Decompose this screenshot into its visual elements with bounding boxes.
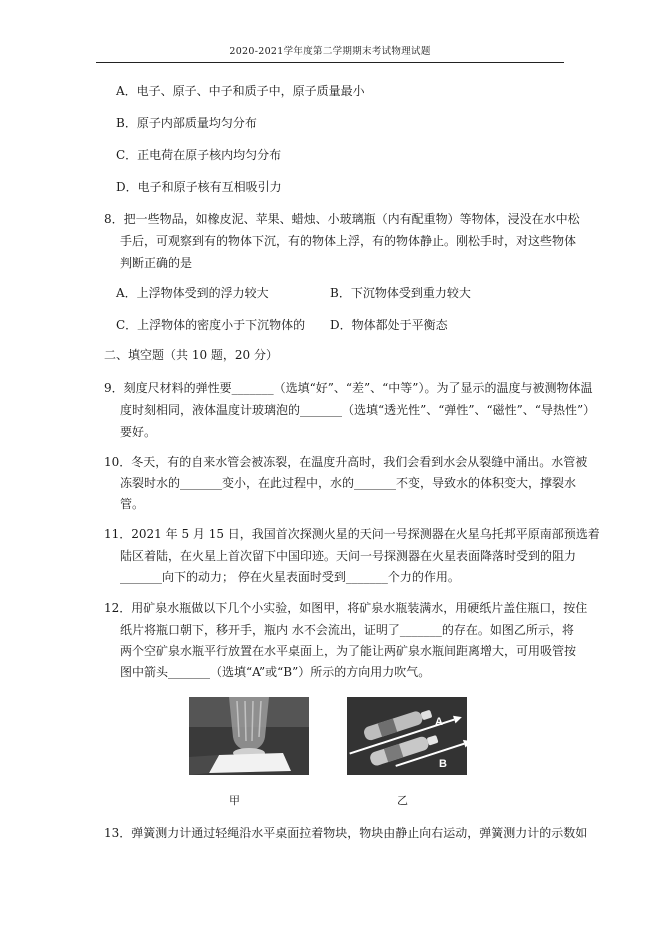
q9-line-1: 9．刻度尺材料的弹性要_______（选填“好”、“差”、“中等”）。为了显示的温度与被测物体温 <box>104 381 593 395</box>
q8-option-b: B．下沉物体受到重力较大 <box>330 286 471 300</box>
q12-line-4: 图中箭头_______（选填“A”或“B”）所示的方向用力吹气。 <box>120 665 431 679</box>
q11-line-3: _______向下的动力； 停在火星表面时受到_______个力的作用。 <box>120 570 460 584</box>
q8-stem-line-3: 判断正确的是 <box>120 256 193 270</box>
q8-stem-line-1: 8．把一些物品，如橡皮泥、苹果、蜡烛、小玻璃瓶（内有配重物）等物体，浸没在水中松 <box>104 212 580 226</box>
q9-line-2: 度时刻相同，液体温度计玻璃泡的_______（选填“透光性”、“弹性”、“磁性”、“导热性”） <box>120 403 596 417</box>
q8-option-c: C．上浮物体的密度小于下沉物体的 <box>116 318 306 332</box>
q9-line-3: 要好。 <box>120 425 157 439</box>
figure-bottle-inverted <box>189 697 309 775</box>
q8-option-a: A．上浮物体受到的浮力较大 <box>116 286 269 300</box>
two-bottles-photo <box>347 697 467 775</box>
figure-caption-yi: 乙 <box>397 794 408 807</box>
figure-two-bottles <box>347 697 467 775</box>
q10-line-2: 冻裂时水的_______变小，在此过程中，水的_______不变，导致水的体积变大，撑裂水 <box>120 476 577 490</box>
bottle-inverted-photo <box>189 697 309 775</box>
q7-option-d: D．电子和原子核有互相吸引力 <box>116 180 282 194</box>
q8-option-d: D．物体都处于平衡态 <box>330 318 448 332</box>
q10-line-3: 管。 <box>120 497 145 511</box>
figure-caption-jia: 甲 <box>229 794 240 807</box>
page-header: 2020-2021学年度第二学期期末考试物理试题 <box>96 43 564 63</box>
q12-line-3: 两个空矿泉水瓶平行放置在水平桌面上，为了能让两矿泉水瓶间距离增大，可用吸管按 <box>120 644 577 658</box>
arrow-b-label: B <box>439 758 447 770</box>
arrow-a-label: A <box>435 716 443 728</box>
section-title: 二、填空题（共 10 题，20 分） <box>104 348 278 362</box>
q12-line-1: 12．用矿泉水瓶做以下几个小实验，如图甲，将矿泉水瓶装满水，用硬纸片盖住瓶口，按住 <box>104 601 588 615</box>
q12-line-2: 纸片将瓶口朝下，移开手，瓶内 水不会流出，证明了_______的存在。如图乙所示，将 <box>120 623 574 637</box>
q11-line-1: 11．2021 年 5 月 15 日，我国首次探测火星的天问一号探测器在火星乌托邦平原南部预选着 <box>104 527 600 541</box>
q7-option-c: C．正电荷在原子核内均匀分布 <box>116 148 282 162</box>
q8-stem-line-2: 手后，可观察到有的物体下沉，有的物体上浮，有的物体静止。刚松手时，对这些物体 <box>120 234 577 248</box>
q7-option-b: B．原子内部质量均匀分布 <box>116 116 257 130</box>
q13-line-1: 13．弹簧测力计通过轻绳沿水平桌面拉着物块，物块由静止向右运动，弹簧测力计的示数如 <box>104 826 588 840</box>
q7-option-a: A．电子、原子、中子和质子中，原子质量最小 <box>116 84 365 98</box>
q10-line-1: 10．冬天，有的自来水管会被冻裂，在温度升高时，我们会看到水会从裂缝中涌出。水管被 <box>104 455 588 469</box>
q11-line-2: 陆区着陆，在火星上首次留下中国印迹。天问一号探测器在火星表面降落时受到的阻力 <box>120 549 577 563</box>
